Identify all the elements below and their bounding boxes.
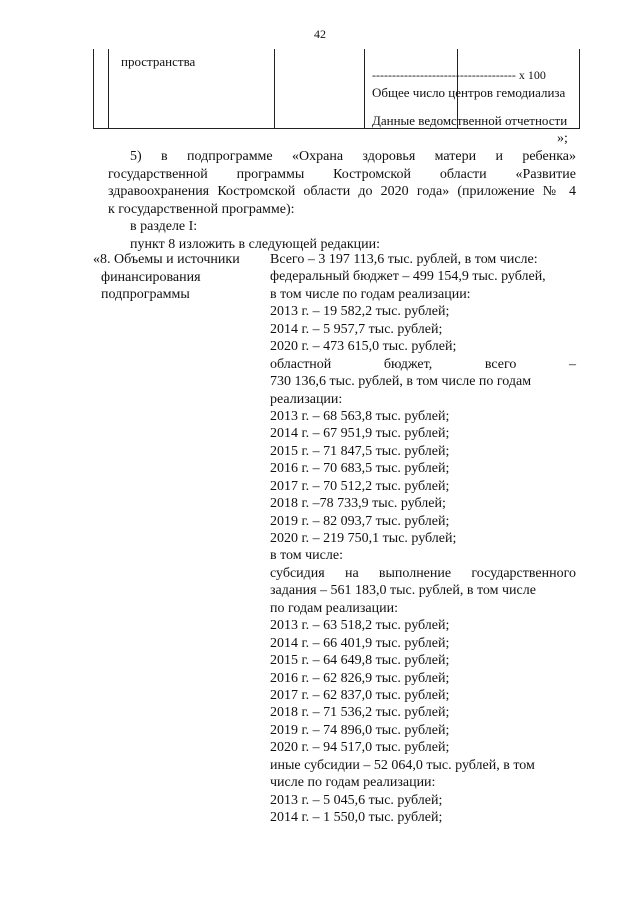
funding-line: федеральный бюджет – 499 154,9 тыс. рублей, (270, 269, 546, 285)
funding-line: 730 136,6 тыс. рублей, в том числе по годам (270, 374, 532, 390)
closing-mark: »; (557, 131, 568, 146)
paragraph-line: государственной программы Костромской области «Развитие (108, 166, 576, 182)
paragraph-line: 5) в подпрограмме «Охрана здоровья матери и ребенка» (130, 149, 576, 164)
table-divider (108, 49, 109, 128)
funding-details (270, 251, 576, 826)
funding-line: субсидия на выполнение государственного (270, 565, 576, 581)
funding-line: 2020 г. – 473 615,0 тыс. рублей; (270, 339, 457, 355)
funding-line: реализации: (270, 391, 343, 407)
label-line: подпрограммы (101, 287, 190, 302)
funding-line: 2013 г. – 63 518,2 тыс. рублей; (270, 618, 450, 634)
paragraph-line: здравоохранения Костромской области до 2020 года» (приложение № 4 (108, 184, 576, 199)
funding-line: задания – 561 183,0 тыс. рублей, в том числе (270, 583, 536, 599)
funding-line: областной бюджет, всего – (270, 356, 576, 372)
funding-line: 2015 г. – 71 847,5 тыс. рублей; (270, 443, 450, 459)
funding-line: 2020 г. – 94 517,0 тыс. рублей; (270, 740, 450, 756)
funding-line: 2013 г. – 19 582,2 тыс. рублей; (270, 304, 450, 320)
funding-line: 2020 г. – 219 750,1 тыс. рублей; (270, 531, 457, 546)
funding-line: 2018 г. –78 733,9 тыс. рублей; (270, 496, 446, 512)
funding-line: 2014 г. – 5 957,7 тыс. рублей; (270, 321, 443, 337)
funding-line: в том числе: (270, 548, 343, 564)
funding-line: 2014 г. – 1 550,0 тыс. рублей; (270, 810, 443, 825)
funding-label (93, 251, 263, 304)
paragraph-5 (108, 148, 576, 253)
funding-line: иные субсидии – 52 064,0 тыс. рублей, в том (270, 757, 535, 773)
data-source: Данные ведомственной отчетности (372, 113, 568, 128)
funding-line: 2014 г. – 66 401,9 тыс. рублей; (270, 635, 450, 651)
funding-line: 2019 г. – 74 896,0 тыс. рублей; (270, 722, 450, 738)
page-number: 42 (314, 27, 326, 41)
table-cell-text: пространства (121, 54, 196, 69)
funding-line: 2014 г. – 67 951,9 тыс. рублей; (270, 426, 450, 442)
formula-dash-line: ------------------------------------ х 100 (372, 68, 546, 82)
table-divider (364, 49, 365, 128)
paragraph-line: к государственной программе): (108, 201, 295, 217)
section-line: в разделе I: (130, 219, 198, 234)
funding-line: 2016 г. – 62 826,9 тыс. рублей; (270, 670, 450, 686)
table-divider (274, 49, 275, 128)
funding-line: 2013 г. – 68 563,8 тыс. рублей; (270, 408, 450, 424)
funding-line: 2017 г. – 62 837,0 тыс. рублей; (270, 687, 450, 703)
funding-line: 2013 г. – 5 045,6 тыс. рублей; (270, 792, 443, 808)
funding-line: 2016 г. – 70 683,5 тыс. рублей; (270, 461, 450, 477)
funding-line: 2017 г. – 70 512,2 тыс. рублей; (270, 478, 450, 494)
indicator-name: Общее число центров гемодиализа (372, 85, 566, 100)
label-line: «8. Объемы и источники (93, 252, 240, 267)
funding-line: 2019 г. – 82 093,7 тыс. рублей; (270, 513, 450, 529)
funding-line: по годам реализации: (270, 600, 398, 616)
label-line: финансирования (101, 269, 201, 285)
funding-line: Всего – 3 197 113,6 тыс. рублей, в том числе: (270, 252, 538, 267)
indicator-table (93, 49, 580, 129)
funding-line: 2018 г. – 71 536,2 тыс. рублей; (270, 705, 450, 721)
point-line: пункт 8 изложить в следующей редакции: (130, 236, 380, 252)
funding-line: 2015 г. – 64 649,8 тыс. рублей; (270, 653, 450, 669)
funding-line: в том числе по годам реализации: (270, 286, 471, 302)
funding-line: числе по годам реализации: (270, 775, 436, 791)
